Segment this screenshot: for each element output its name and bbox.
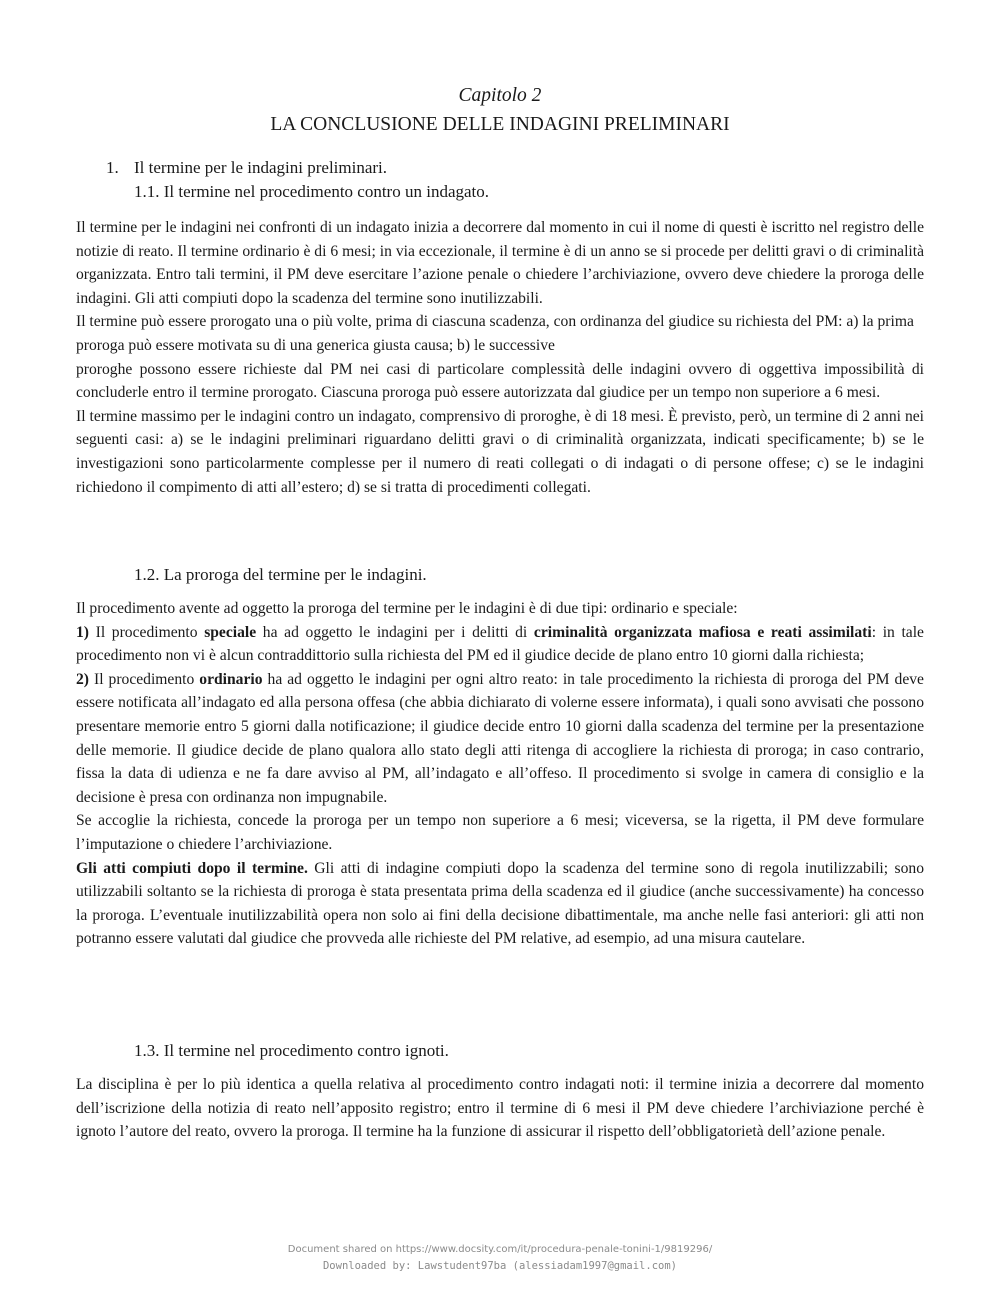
paragraph-text: Se accoglie la richiesta, concede la proroga per un tempo non superiore a 6 mesi; viceversa, se la rigetta, il PM deve formulare l’imputazione o chiedere l’archiviazione. xyxy=(76,812,924,853)
bold-term: criminalità organizzata mafiosa e reati assimilati xyxy=(533,623,872,641)
list-text: ha ad oggetto le indagini per i delitti di xyxy=(256,623,534,641)
list-text: ha ad oggetto le indagini per ogni altro reato: in tale procedimento la richiesta di proroga del PM deve essere notificata all’indagato ed alla persona offesa (che abbia dichiarato di volerne essere informata), i quali sono avvisati che possono presentare memorie entro 5 giorni dalla notificazione; il giudice decide entro 10 giorni dalla scadenza del termine per la presentazione delle memorie. Il giudice decide de plano qualora allo stato degli atti ritenga di accogliere la richiesta di proroga; in caso contrario, fissa la data di udienza e ne fa dare avviso al PM, all’indagato e all’offeso. Il procedimento si svolge in camera di consiglio e la decisione è presa con ordinanza non impugnabile. xyxy=(76,670,924,806)
paragraph-text-inline: Gli atti di indagine compiuti dopo la scadenza del termine sono di regola inutilizzabili; sono utilizzabili soltanto se la richiesta di proroga è stata presentata prima della scadenza ed il giudice (anche successivamente) ha concesso la proroga. L’eventuale inutilizzabilità opera non solo ai fini della decisione dibattimentale, ma anche nelle fasi anteriori: gli atti non potranno essere valutati dal giudice che provveda alle richieste del PM relative, ad esempio, ad una misura cautelare. xyxy=(76,859,924,948)
section-number: 1. xyxy=(106,158,119,177)
paragraph xyxy=(76,216,924,499)
list-item xyxy=(76,668,924,810)
list-number: 1) xyxy=(76,623,89,641)
section-heading xyxy=(106,158,387,178)
paragraph-text: Il termine può essere prorogato una o più volte, prima di ciascuna scadenza, con ordinanza del giudice su richiesta del PM: a) la prima proroga può essere motivata su di una generica giusta causa; b) le successive xyxy=(76,313,914,354)
subsection-heading-1-2: 1.2. La proroga del termine per le indagini. xyxy=(134,565,427,584)
bold-term: speciale xyxy=(204,623,257,641)
paragraph-text: Il termine per le indagini nei confronti di un indagato inizia a decorrere dal momento in cui il nome di questi è iscritto nel registro delle notizie di reato. Il termine ordinario è di 6 mesi; in via eccezionale, il termine è di un anno se si procede per delitti gravi o di criminalità organizzata. Entro tali termini, il PM deve esercitare l’azione penale o chiedere l’archiviazione, ovvero deve chiedere la proroga delle indagini. Gli atti compiuti dopo la scadenza del termine sono inutilizzabili. xyxy=(76,219,924,307)
subsection-heading-1-3: 1.3. Il termine nel procedimento contro ignoti. xyxy=(134,1041,449,1060)
list-text: Il procedimento xyxy=(89,670,200,688)
section-title: Il termine per le indagini preliminari. xyxy=(134,158,388,177)
list-number: 2) xyxy=(76,670,89,688)
paragraph-text: Il procedimento avente ad oggetto la proroga del termine per le indagini è di due tipi: ordinario e speciale: xyxy=(76,600,738,617)
bold-lead: Gli atti compiuti dopo il termine. xyxy=(76,859,308,877)
list-item xyxy=(76,621,924,668)
paragraph-text: La disciplina è per lo più identica a quella relativa al procedimento contro indagati noti: il termine inizia a decorrere dal momento dell’iscrizione della notizia di reato nell’apposito registro; entro il termine di 6 mesi il PM deve chiedere l’archiviazione perché è ignoto l’autore del reato, ovvero la proroga. Il termine ha la funzione di assicurar il rispetto dell’obbligatorietà dell’azione penale. xyxy=(76,1076,924,1141)
paragraph-text: Il termine massimo per le indagini contro un indagato, comprensivo di proroghe, è di 18 mesi. È previsto, però, un termine di 2 anni nei seguenti casi: a) se le indagini preliminari riguardano delitti gravi o di criminalità organizzata, indicati specificamente; b) se le investigazioni sono particolarmente complesse per il numero di reati collegati o di indagati o di persone offese; c) se le indagini richiedono il compimento di atti all’estero; d) se si tratta di procedimenti collegati. xyxy=(76,407,924,496)
footer-shared-link[interactable]: Document shared on https://www.docsity.com/it/procedura-penale-tonini-1/9819296/ xyxy=(287,1244,713,1255)
subsection-heading-1-1: 1.1. Il termine nel procedimento contro un indagato. xyxy=(134,182,490,201)
list-text: : in tale procedimento non vi è alcun contraddittorio sulla richiesta del PM ed il giudice decide de plano entro 10 giorni dalla richiesta; xyxy=(76,623,924,665)
footer-downloaded-by: Downloaded by: Lawstudent97ba (alessiadam1997@gmail.com) xyxy=(322,1260,677,1272)
paragraph xyxy=(76,597,924,951)
list-text: Il procedimento xyxy=(89,623,205,641)
paragraph-text: proroghe possono essere richieste dal PM nei casi di particolare complessità delle indagini ovvero di oggettiva impossibilità di concluderle entro il termine prorogato. Ciascuna proroga può essere autorizzata dal giudice per un tempo non superiore a 6 mesi. xyxy=(76,360,924,402)
chapter-title: LA CONCLUSIONE DELLE INDAGINI PRELIMINARI xyxy=(270,114,730,135)
paragraph xyxy=(76,1073,924,1144)
paragraph-text xyxy=(76,857,924,951)
chapter-label: Capitolo 2 xyxy=(458,85,542,106)
bold-term: ordinario xyxy=(199,670,263,688)
